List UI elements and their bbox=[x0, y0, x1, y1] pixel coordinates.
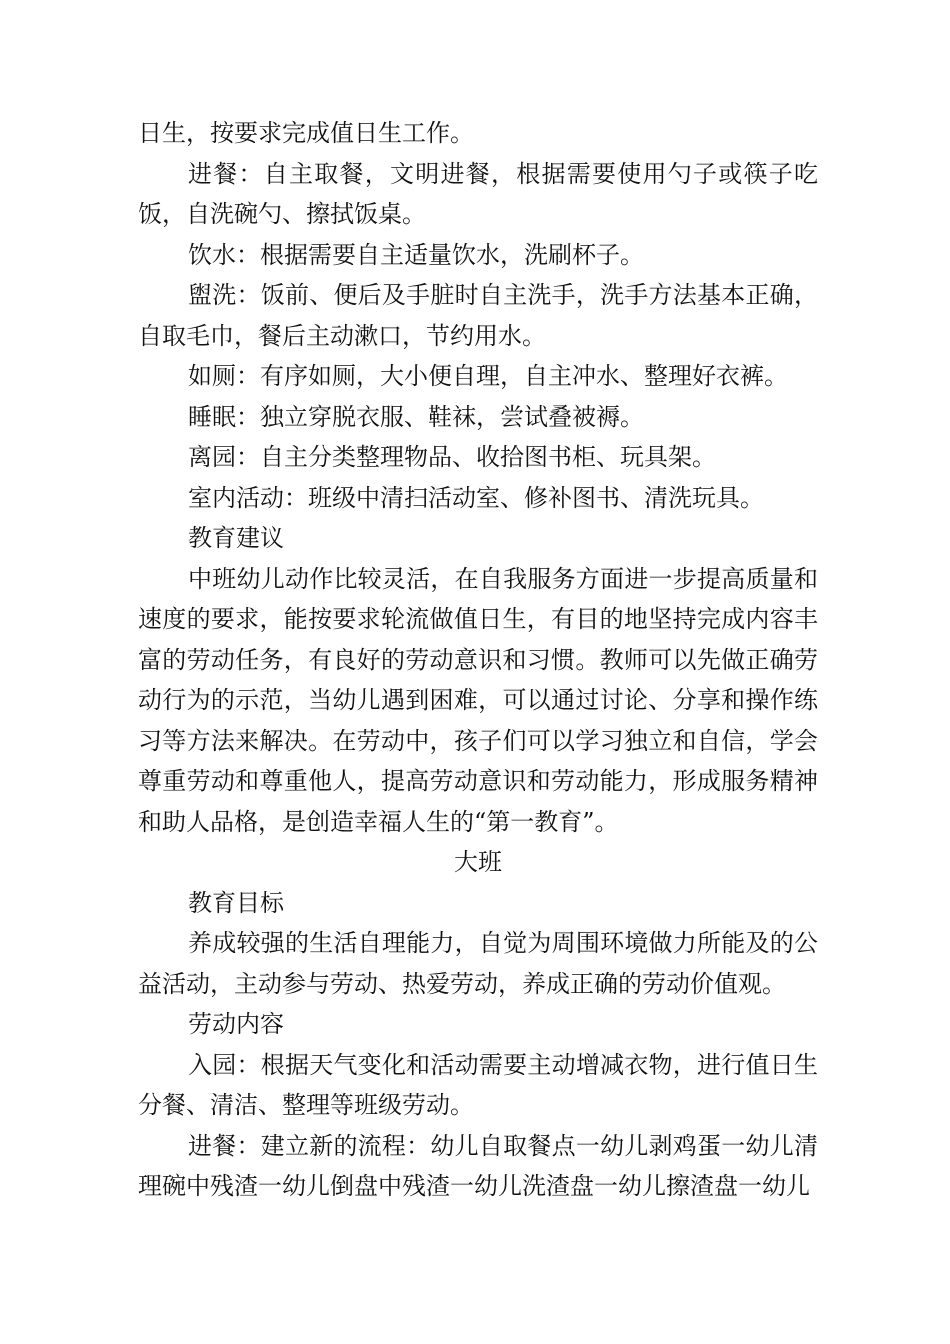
heading-education-suggestion: 教育建议 bbox=[188, 524, 284, 552]
paragraph-arrival: 入园：根据天气变化和活动需要主动增减衣物，进行值日生分餐、清洁、整理等班级劳动。 bbox=[138, 1050, 818, 1119]
paragraph-indoor-activity: 室内活动：班级中清扫活动室、修补图书、清洗玩具。 bbox=[188, 483, 764, 512]
heading-labor-content: 劳动内容 bbox=[188, 1010, 284, 1038]
paragraph-continued: 日生，按要求完成值日生工作。 bbox=[138, 119, 474, 147]
paragraph-sleep: 睡眠：独立穿脱衣服、鞋袜，尝试叠被褥。 bbox=[188, 402, 644, 431]
paragraph-goal-body: 养成较强的生活自理能力，自觉为周围环境做力所能及的公益活动，主动参与劳动、热爱劳动，养成正确的劳动价值观。 bbox=[138, 929, 818, 998]
paragraph-meal: 进餐：自主取餐，文明进餐，根据需要使用勺子或筷子吃饭，自洗碗勺、擦拭饭桌。 bbox=[138, 159, 818, 228]
paragraph-drinking: 饮水：根据需要自主适量饮水，洗刷杯子。 bbox=[188, 240, 644, 269]
paragraph-leaving: 离园：自主分类整理物品、收拾图书柜、玩具架。 bbox=[188, 443, 716, 471]
paragraph-suggestion-body: 中班幼儿动作比较灵活，在自我服务方面进一步提高质量和速度的要求，能按要求轮流做值日生，有目的地坚持完成内容丰富的劳动任务，有良好的劳动意识和习惯。教师可以先做正确劳动行为的示范，当幼儿遇到困难，可以通过讨论、分享和操作练习等方法来解决。在劳动中，孩子们可以学习独立和自信，学会尊重劳动和尊重他人，提高劳动意识和劳动能力，形成服务精神和助人品格，是创造幸福人生的“第一教育”。 bbox=[138, 564, 818, 836]
paragraph-washing: 盥洗：饭前、便后及手脏时自主洗手，洗手方法基本正确，自取毛巾，餐后主动漱口，节约用水。 bbox=[138, 281, 818, 350]
heading-education-goal: 教育目标 bbox=[188, 888, 284, 917]
paragraph-meal-process: 进餐：建立新的流程：幼儿自取餐点一幼儿剥鸡蛋一幼儿清理碗中残渣一幼儿倒盘中残渣一幼儿洗渣盘一幼儿擦渣盘一幼儿 bbox=[138, 1131, 818, 1200]
section-title-senior-class: 大班 bbox=[454, 848, 502, 876]
document-page bbox=[138, 113, 818, 1207]
paragraph-toilet: 如厕：有序如厕，大小便自理，自主冲水、整理好衣裤。 bbox=[188, 362, 788, 390]
